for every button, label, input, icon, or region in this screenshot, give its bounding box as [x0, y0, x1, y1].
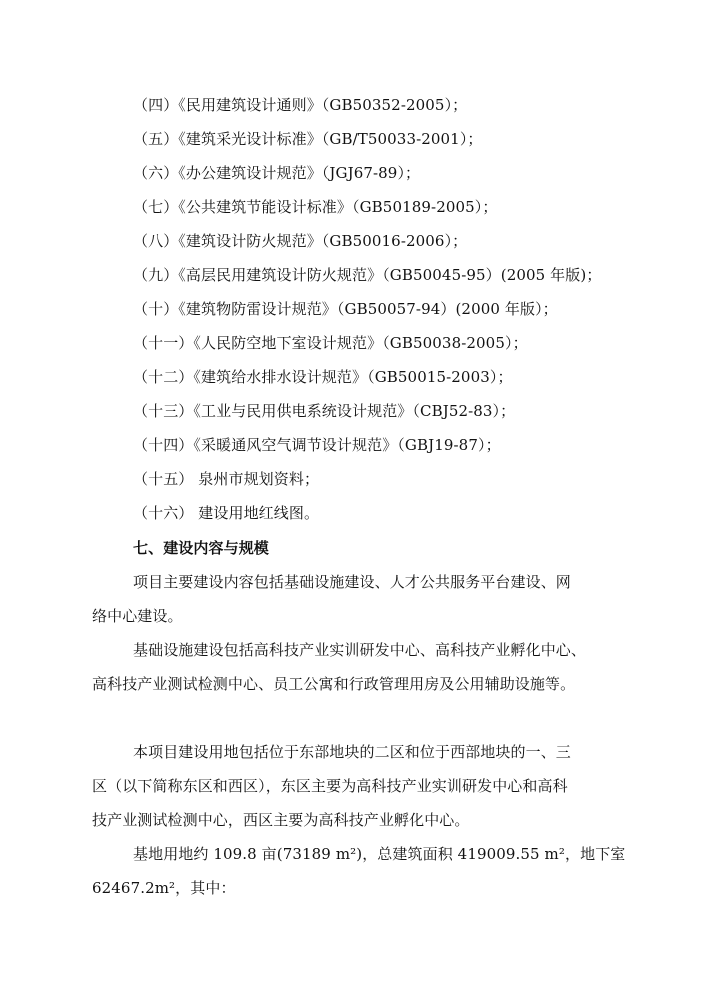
- reference-item-06: （六）《办公建筑设计规范》（JGJ67-89）；: [133, 164, 421, 182]
- paragraph-4-line-2: 62467.2m²，其中：: [92, 879, 236, 897]
- reference-item-10: （十）《建筑物防雷设计规范》（GB50057-94）(2000 年版）；: [133, 300, 558, 318]
- reference-item-11: （十一）《人民防空地下室设计规范》（GB50038-2005）；: [133, 334, 528, 352]
- paragraph-3-line-1: 本项目建设用地包括位于东部地块的二区和位于西部地块的一、三: [133, 743, 571, 761]
- reference-item-08: （八）《建筑设计防火规范》（GB50016-2006）；: [133, 232, 468, 250]
- reference-item-13: （十三）《工业与民用供电系统设计规范》（CBJ52-83）；: [133, 402, 516, 420]
- paragraph-2-line-2: 高科技产业测试检测中心、员工公寓和行政管理用房及公用辅助设施等。: [92, 675, 576, 693]
- paragraph-4-line-1: 基地用地约 109.8 亩(73189 m²)，总建筑面积 419009.55 m²，地下室: [133, 845, 626, 863]
- paragraph-1-line-1: 项目主要建设内容包括基础设施建设、人才公共服务平台建设、网: [133, 573, 571, 591]
- reference-item-09: （九）《高层民用建筑设计防火规范》（GB50045-95）(2005 年版)；: [133, 266, 602, 284]
- reference-item-15: （十五） 泉州市规划资料；: [133, 470, 320, 488]
- reference-item-04: （四）《民用建筑设计通则》（GB50352-2005）；: [133, 96, 468, 114]
- reference-item-14: （十四）《采暖通风空气调节设计规范》（GBJ19-87）；: [133, 436, 501, 454]
- section-heading: 七、建设内容与规模: [133, 539, 269, 557]
- paragraph-3-line-2: 区（以下简称东区和西区），东区主要为高科技产业实训研发中心和高科: [92, 777, 568, 795]
- paragraph-2-line-1: 基础设施建设包括高科技产业实训研发中心、高科技产业孵化中心、: [133, 641, 587, 659]
- reference-item-07: （七）《公共建筑节能设计标准》（GB50189-2005）；: [133, 198, 498, 216]
- paragraph-1-line-2: 络中心建设。: [92, 607, 183, 625]
- reference-item-12: （十二）《建筑给水排水设计规范》（GB50015-2003）；: [133, 368, 513, 386]
- paragraph-3-line-3: 技产业测试检测中心，西区主要为高科技产业孵化中心。: [92, 811, 470, 829]
- reference-item-05: （五）《建筑采光设计标准》（GB/T50033-2001）；: [133, 130, 483, 148]
- reference-item-16: （十六） 建设用地红线图。: [133, 504, 320, 522]
